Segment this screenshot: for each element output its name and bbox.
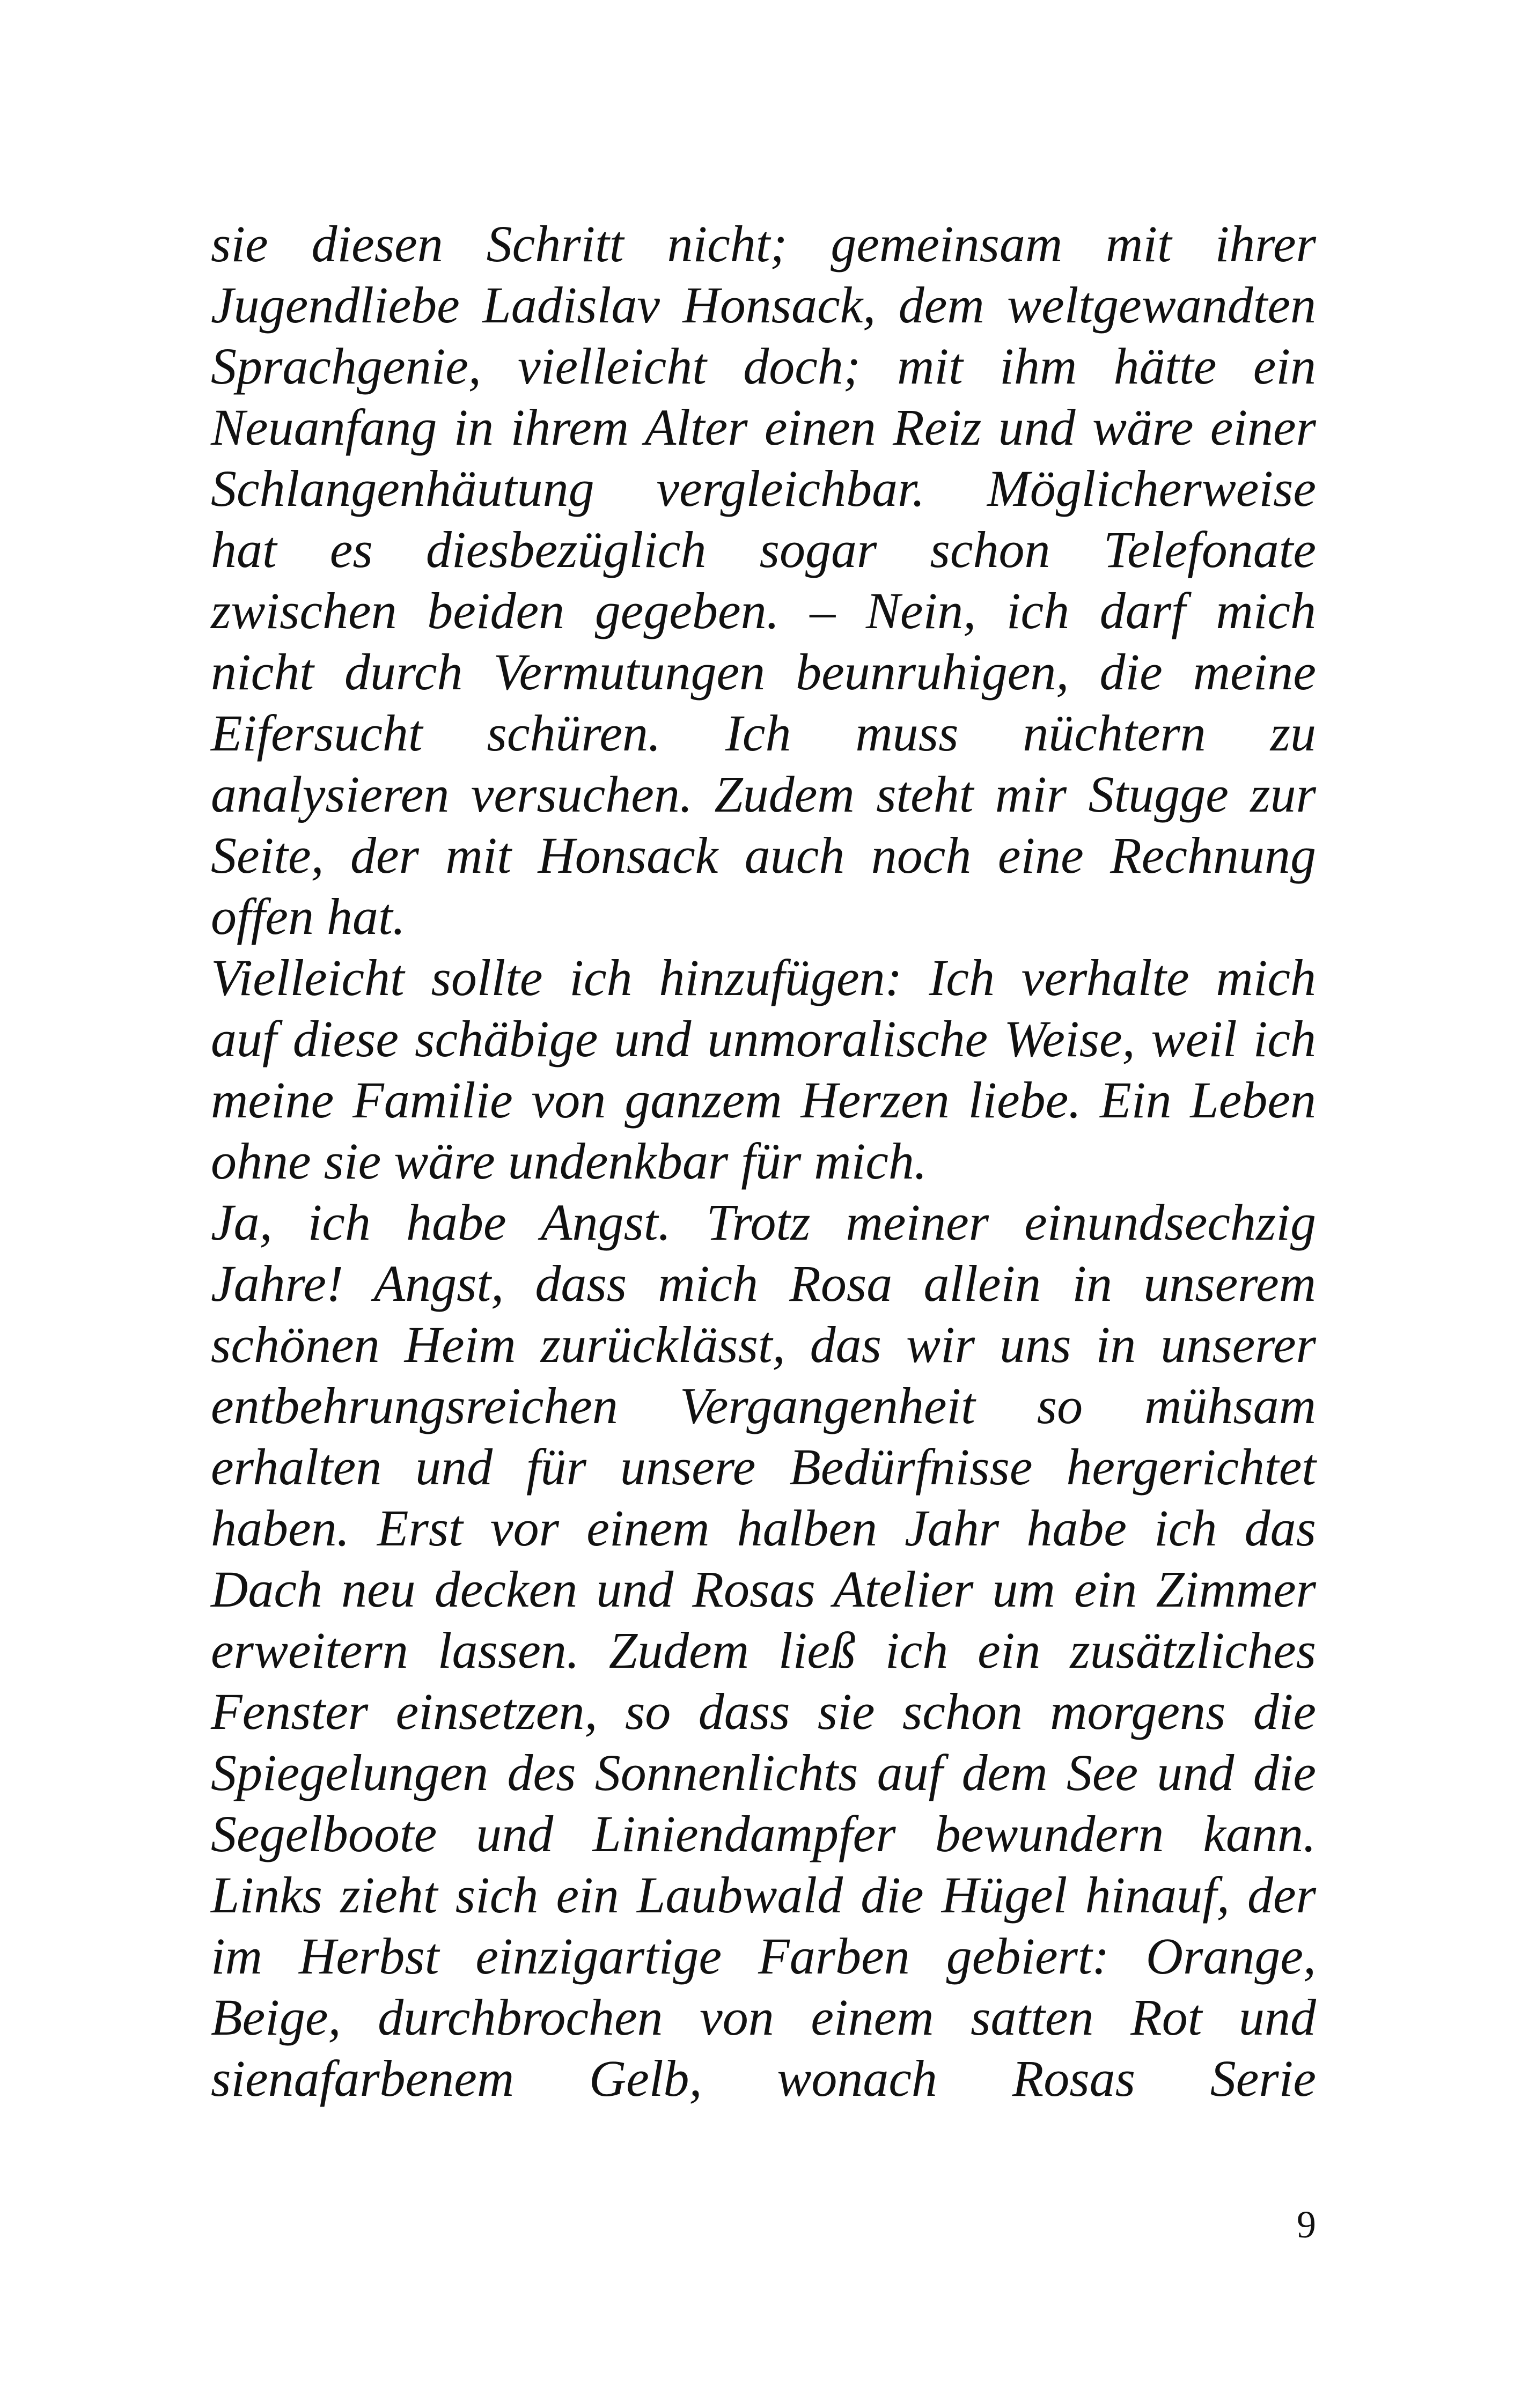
text-line: sienafarbenem Gelb, wonach Rosas Serie [211, 2050, 1316, 2107]
text-line: Sprachgenie, vielleicht doch; mit ihm hätte ein [211, 337, 1316, 395]
text-line: Eifersucht schüren. Ich muss nüchtern zu [211, 704, 1316, 762]
text-line: Seite, der mit Honsack auch noch eine Rechnung [211, 827, 1316, 884]
text-line: sie diesen Schritt nicht; gemeinsam mit ihrer [211, 215, 1316, 273]
text-line: Neuanfang in ihrem Alter einen Reiz und wäre einer [211, 399, 1316, 456]
text-line: zwischen beiden gegeben. – Nein, ich darf mich [211, 582, 1316, 639]
text-line: auf diese schäbige und unmoralische Weise, weil ich [211, 1010, 1316, 1067]
text-line: Schlangenhäutung vergleichbar. Möglicherweise [211, 460, 1316, 517]
text-line: offen hat. [211, 888, 406, 945]
text-line: Jahre! Angst, dass mich Rosa allein in unserem [211, 1255, 1316, 1312]
text-line: Links zieht sich ein Laubwald die Hügel hinauf, der [211, 1866, 1316, 1924]
text-line: entbehrungsreichen Vergangenheit so mühsam [211, 1377, 1316, 1434]
text-line: haben. Erst vor einem halben Jahr habe ich das [211, 1499, 1316, 1557]
text-line: hat es diesbezüglich sogar schon Telefonate [211, 521, 1316, 578]
text-line: Ja, ich habe Angst. Trotz meiner einundsechzig [211, 1194, 1316, 1251]
page-number: 9 [1297, 2203, 1316, 2246]
text-line: Segelboote und Liniendampfer bewundern kann. [211, 1805, 1316, 1862]
text-line: ohne sie wäre undenkbar für mich. [211, 1132, 927, 1190]
text-line: Fenster einsetzen, so dass sie schon morgens die [211, 1683, 1316, 1740]
text-line: schönen Heim zurücklässt, das wir uns in unserer [211, 1316, 1316, 1373]
text-line: meine Familie von ganzem Herzen liebe. Ein Leben [211, 1071, 1316, 1129]
body-text [211, 213, 1316, 2109]
text-line: erhalten und für unsere Bedürfnisse hergerichtet [211, 1438, 1316, 1496]
text-line: erweitern lassen. Zudem ließ ich ein zusätzliches [211, 1622, 1316, 1679]
text-line: analysieren versuchen. Zudem steht mir Stugge zur [211, 765, 1316, 823]
text-line: im Herbst einzigartige Farben gebiert: Orange, [211, 1927, 1316, 1985]
text-line: Beige, durchbrochen von einem satten Rot und [211, 1989, 1316, 2046]
text-line: Spiegelungen des Sonnenlichts auf dem See und die [211, 1744, 1316, 1801]
text-line: Vielleicht sollte ich hinzufügen: Ich verhalte mich [211, 949, 1316, 1006]
text-line: Jugendliebe Ladislav Honsack, dem weltgewandten [211, 276, 1316, 334]
text-line: nicht durch Vermutungen beunruhigen, die meine [211, 643, 1316, 701]
text-line: Dach neu decken und Rosas Atelier um ein Zimmer [211, 1560, 1316, 1618]
